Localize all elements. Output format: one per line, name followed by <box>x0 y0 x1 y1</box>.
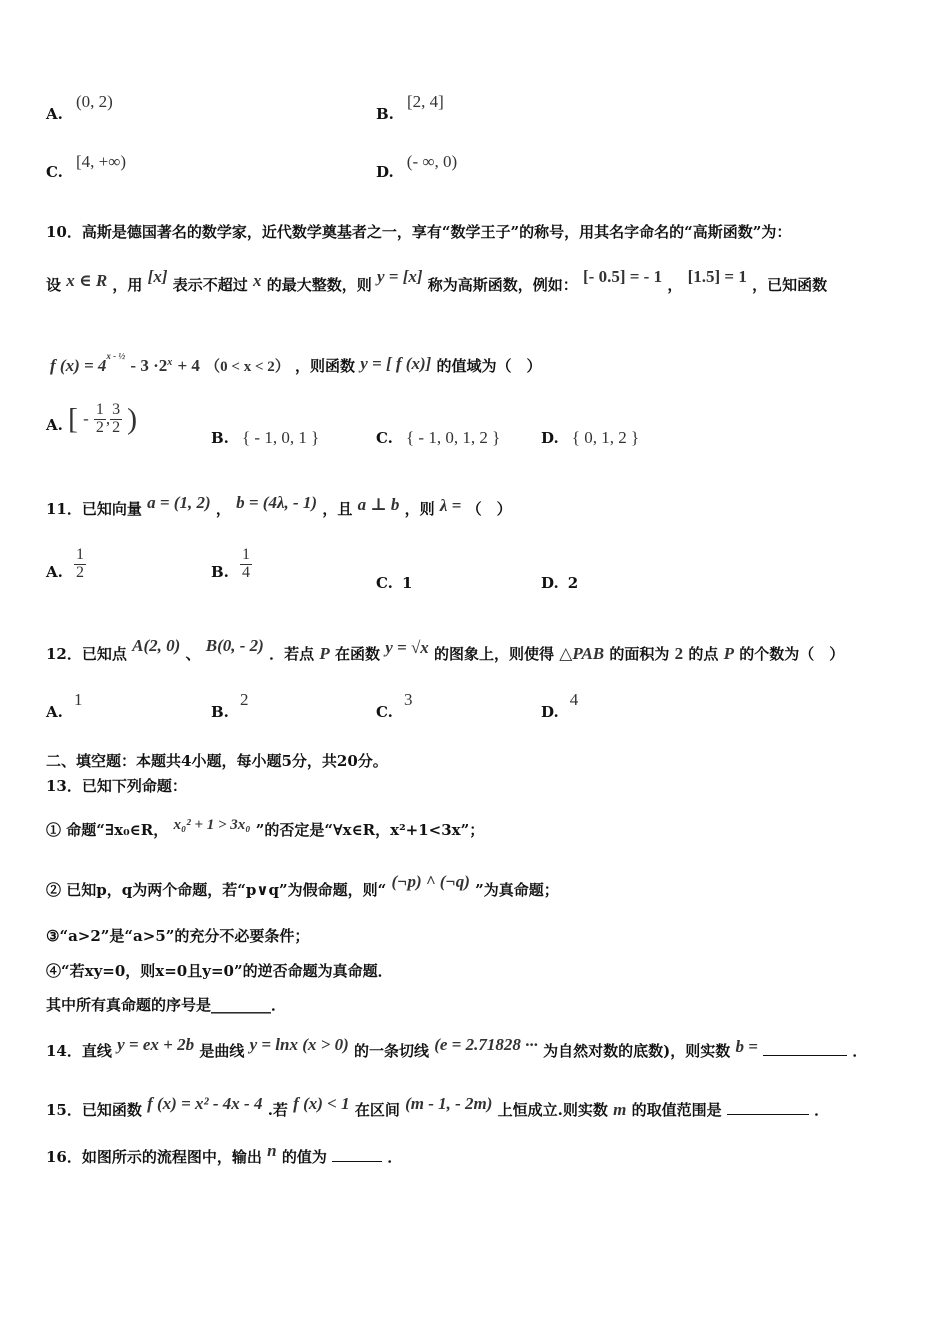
option-letter: B. <box>211 429 229 447</box>
q10-option-a: A. [ - $\frac{1}{2}$ , $\frac{3}{2}$ ) <box>46 401 138 436</box>
q12-stem <box>46 636 845 664</box>
q13-statement-3: ③“a>2”是“a>5”的充分不必要条件； <box>46 927 310 945</box>
math: b = (4λ, - 1) <box>236 493 318 512</box>
text: ，且 <box>322 500 353 518</box>
text: ”的否定是“∀x∈R，x²+1<3x”； <box>255 821 485 839</box>
math: [ <box>67 402 78 436</box>
q11-option-b <box>211 547 252 582</box>
q13-title: 13．已知下列命题： <box>46 777 187 795</box>
math: P <box>319 644 330 663</box>
option-letter: D. <box>541 429 559 447</box>
text: 的一条切线 <box>353 1042 429 1060</box>
q9-option-a <box>46 92 113 124</box>
text: 11．已知向量 <box>46 500 142 518</box>
text: ② 已知p，q为两个命题，若“p∨q”为假命题，则“ <box>46 881 387 899</box>
text: 在函数 <box>334 645 380 663</box>
text: 15．已知函数 <box>46 1101 142 1119</box>
option-value: 3 <box>404 690 413 709</box>
math: - 3 ·2 <box>130 356 168 375</box>
numerator: 1 <box>242 546 250 563</box>
text: 14．直线 <box>46 1042 112 1060</box>
text: 的取值范围是 <box>631 1101 722 1119</box>
math: f (x) < 1 <box>293 1094 350 1113</box>
text: ， <box>215 500 231 518</box>
q11-option-d <box>541 573 578 592</box>
answer-blank[interactable] <box>727 1100 809 1115</box>
math: y = √x <box>385 638 429 657</box>
q11-option-c <box>376 573 412 592</box>
math: A(2, 0) <box>132 636 181 655</box>
q13-prompt: 其中所有真命题的序号是________． <box>46 996 287 1014</box>
text: 表示不超过 <box>172 276 248 294</box>
q14-stem <box>46 1035 868 1061</box>
text: 是曲线 <box>199 1042 245 1060</box>
option-letter: D. <box>376 163 394 181</box>
text: 上恒成立.则实数 <box>497 1101 608 1119</box>
text: .若 <box>267 1101 288 1119</box>
math: + 4 <box>177 356 200 375</box>
q13-statement-2 <box>46 872 559 900</box>
text: ，用 <box>112 276 143 294</box>
option-letter: B. <box>211 562 229 581</box>
q12-option-c <box>376 690 413 722</box>
option-value: [4, +∞) <box>76 152 127 171</box>
math: （0 < x < 2） <box>205 359 290 375</box>
math: B(0, - 2) <box>205 636 264 655</box>
option-letter: A. <box>46 105 63 123</box>
text: 、 <box>185 645 201 663</box>
option-letter: C. <box>376 574 393 592</box>
denominator: 2 <box>112 418 121 436</box>
text: ① 命题“∃x₀∈R， <box>46 821 169 839</box>
math: (m - 1, - 2m) <box>405 1094 493 1113</box>
option-value: (- ∞, 0) <box>406 152 458 171</box>
q13-statement-1 <box>46 819 484 840</box>
math: [1.5] = 1 <box>687 267 747 286</box>
text: ，已知函数 <box>752 276 828 294</box>
text: 的图象上，则使得 <box>434 645 555 663</box>
q11-option-a <box>46 547 86 582</box>
q11-stem <box>46 493 512 519</box>
text: 的点 <box>688 645 719 663</box>
math: y = [x] <box>376 267 423 286</box>
option-letter: A. <box>46 703 63 721</box>
q10-option-d <box>541 428 639 448</box>
option-value: [2, 4] <box>407 92 444 111</box>
q12-option-b <box>211 690 249 722</box>
text: 16．如图所示的流程图中，输出 <box>46 1148 262 1166</box>
numerator: 3 <box>112 401 121 418</box>
q10-line2 <box>46 267 828 295</box>
q12-option-a <box>46 690 83 722</box>
math: (¬p) ^ (¬q) <box>391 872 470 891</box>
option-letter: C. <box>46 163 63 181</box>
option-letter: D. <box>541 703 559 721</box>
math: n <box>267 1141 277 1160</box>
denominator: 2 <box>95 418 104 436</box>
math-exponent: x <box>167 357 173 368</box>
denominator: 2 <box>75 563 84 581</box>
text: ． <box>852 1042 868 1060</box>
fraction <box>74 547 86 582</box>
option-value: 2 <box>567 574 579 592</box>
text: 为自然对数的底数)，则实数 <box>543 1042 731 1060</box>
text: ． <box>387 1148 403 1166</box>
math: y = [ f (x)] <box>360 354 432 373</box>
q10-option-c <box>376 428 500 448</box>
section-title: 二、填空题：本题共4小题，每小题5分，共20分。 <box>46 752 388 770</box>
option-value: 4 <box>569 690 579 709</box>
answer-blank[interactable] <box>332 1147 382 1162</box>
math: y = ex + 2b <box>117 1035 195 1054</box>
q16-stem <box>46 1141 403 1167</box>
q10-line3 <box>50 351 542 376</box>
text: （ ） <box>466 500 512 518</box>
math: △PAB <box>559 644 605 663</box>
math: a ⊥ b <box>357 495 400 514</box>
math: - <box>83 408 89 428</box>
text: 的值为 <box>281 1148 327 1166</box>
math: ) <box>127 402 138 436</box>
option-value: { 0, 1, 2 } <box>571 428 640 447</box>
option-letter: C. <box>376 703 393 721</box>
math: m <box>613 1100 627 1119</box>
text: ， <box>667 276 683 294</box>
math: λ = <box>439 496 462 515</box>
q12-option-d <box>541 690 579 722</box>
math: 2 <box>674 644 684 663</box>
text: 12．已知点 <box>46 645 127 663</box>
math: [- 0.5] = - 1 <box>583 267 663 286</box>
option-value: 2 <box>240 690 249 709</box>
q10-option-b <box>211 428 319 448</box>
math: [x] <box>147 267 168 286</box>
math: x <box>252 271 262 290</box>
text: 设 <box>46 276 62 294</box>
option-value: { - 1, 0, 1, 2 } <box>406 428 501 447</box>
text: ．若点 <box>269 645 315 663</box>
q15-stem <box>46 1094 830 1120</box>
math: f (x) = x² - 4x - 4 <box>147 1094 263 1113</box>
text: ”为真命题； <box>475 881 559 899</box>
denominator: 4 <box>242 563 250 581</box>
option-letter: D. <box>541 574 559 592</box>
math: y = lnx (x > 0) <box>249 1035 349 1054</box>
q9-option-c <box>46 152 127 182</box>
answer-blank[interactable] <box>763 1041 847 1056</box>
q13-statement-4: ④“若xy=0，则x=0且y=0”的逆否命题为真命题． <box>46 962 393 980</box>
math: x ∈ R <box>66 271 108 290</box>
math: (e = 2.71828 ··· <box>434 1035 538 1054</box>
text: ． <box>814 1101 830 1119</box>
math: b = <box>735 1037 758 1056</box>
text: ，则 <box>404 500 435 518</box>
q9-option-b <box>376 92 444 124</box>
numerator: 1 <box>95 401 104 418</box>
fraction <box>240 547 252 582</box>
option-letter: B. <box>376 105 394 123</box>
math: P <box>723 644 734 663</box>
option-value: { - 1, 0, 1 } <box>242 428 320 447</box>
option-letter: B. <box>211 703 229 721</box>
option-letter: C. <box>376 429 393 447</box>
option-letter: A. <box>46 562 63 581</box>
math: x₀² + 1 > 3x₀ <box>173 817 251 833</box>
option-value: 1 <box>73 690 83 709</box>
numerator: 1 <box>75 546 84 563</box>
text: ，则函数 <box>295 357 356 375</box>
option-letter: A. <box>46 415 63 434</box>
q9-option-d <box>376 152 458 182</box>
math-exponent: x - ½ <box>106 351 126 361</box>
text: 称为高斯函数，例如： <box>427 276 578 294</box>
option-value: (0, 2) <box>75 92 113 111</box>
text: 的个数为（ ） <box>739 645 845 663</box>
text: 在区间 <box>354 1101 400 1119</box>
q10-line1: 10．高斯是德国著名的数学家，近代数学奠基者之一，享有“数学王子”的称号，用其名字命名的“高斯函数”为： <box>46 223 792 241</box>
math: a = (1, 2) <box>147 493 211 512</box>
text: 的最大整数，则 <box>266 276 372 294</box>
math: f (x) = 4 <box>50 356 107 375</box>
text: 的值域为（ ） <box>436 357 542 375</box>
text: 的面积为 <box>609 645 670 663</box>
fraction <box>110 402 122 437</box>
fraction <box>94 402 106 437</box>
option-value: 1 <box>402 574 413 592</box>
